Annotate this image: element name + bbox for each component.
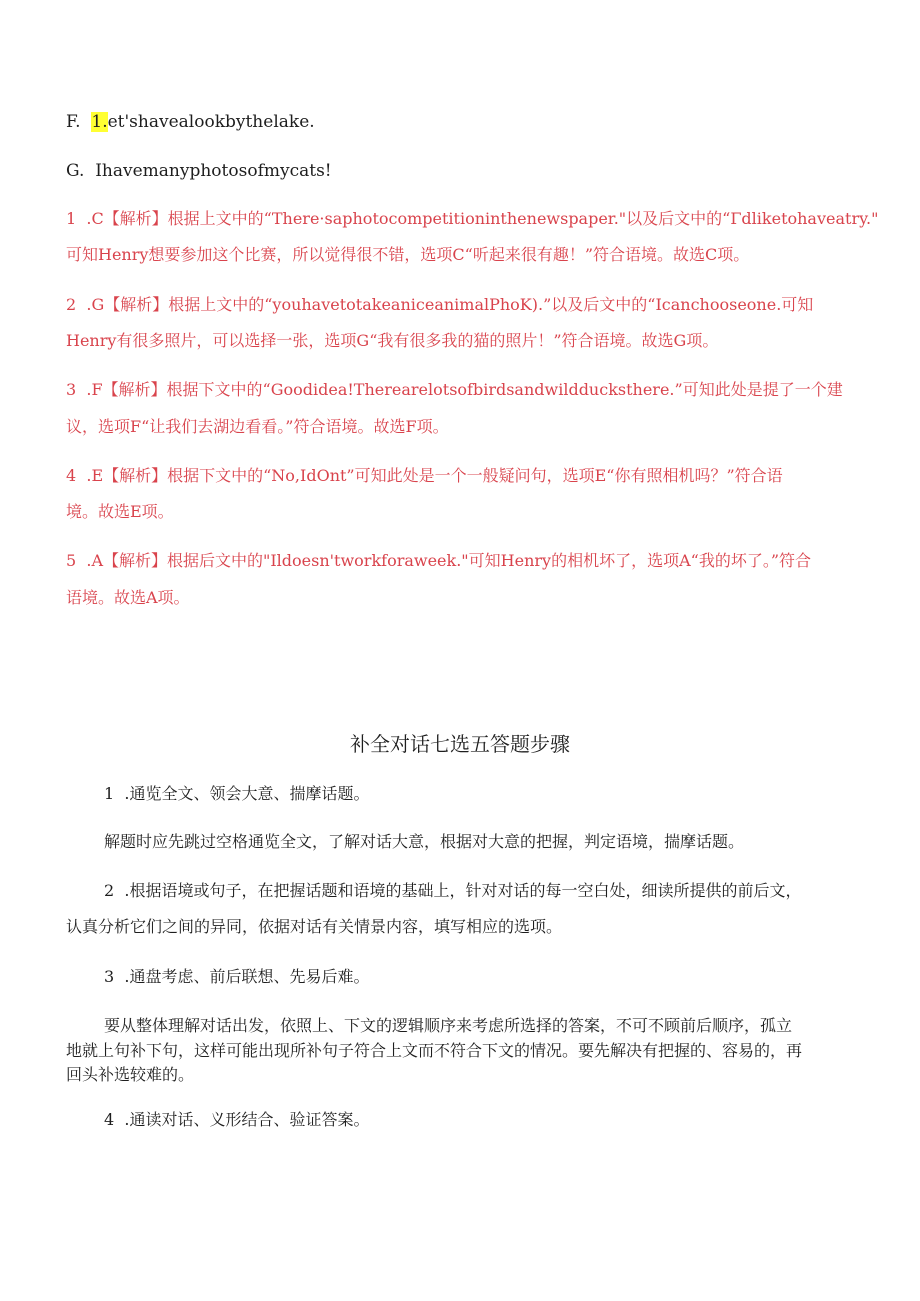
option-g-letter: G. — [66, 161, 85, 181]
answer-3-line-2: 议，选项F“让我们去湖边看看。”符合语境。故选F项。 — [66, 417, 449, 436]
answer-5-line-2: 语境。故选A项。 — [66, 588, 190, 607]
step-3-line-2: 地就上句补下句，这样可能出现所补句子符合上文而不符合下文的情况。要先解决有把握的、容易的，再 — [66, 1041, 803, 1060]
option-f — [66, 111, 315, 133]
step-1-text: 解题时应先跳过空格通览全文，了解对话大意，根据对大意的把握，判定语境，揣摩话题。 — [104, 832, 745, 851]
answer-1-line-1: 1 .C【解析】根据上文中的“There·saphotocompetitioninthenewspaper."以及后文中的“Γdliketohaveatry." — [66, 209, 879, 228]
option-f-letter: F. — [66, 112, 81, 132]
step-2-line-1: 2 .根据语境或句子，在把握话题和语境的基础上，针对对话的每一空白处，细读所提供的前后文， — [104, 881, 802, 900]
option-g — [66, 160, 332, 182]
answer-4-line-2: 境。故选E项。 — [66, 502, 174, 521]
step-2-line-2: 认真分析它们之间的异同，依据对话有关情景内容，填写相应的选项。 — [66, 917, 563, 936]
option-f-highlight: 1. — [91, 112, 108, 132]
answer-5-line-1: 5 .A【解析】根据后文中的"Ildoesn'tworkforaweek."可知Henry的相机坏了，选项A“我的坏了。”符合 — [66, 551, 811, 570]
step-3-line-1: 要从整体理解对话出发，依照上、下文的逻辑顺序来考虑所选择的答案，不可不顾前后顺序，孤立 — [104, 1016, 793, 1035]
answer-1-line-2: 可知Henry想要参加这个比赛，所以觉得很不错，选项C“听起来很有趣！”符合语境。故选C项。 — [66, 245, 750, 264]
step-3-heading: 3 .通盘考虑、前后联想、先易后难。 — [104, 967, 370, 986]
step-4-heading: 4 .通读对话、义形结合、验证答案。 — [104, 1110, 370, 1129]
answer-4-line-1: 4 .E【解析】根据下文中的“No,IdOnt”可知此处是一个一般疑问句，选项E“你有照相机吗？”符合语 — [66, 466, 783, 485]
answer-2-line-2: Henry有很多照片，可以选择一张，选项G“我有很多我的猫的照片！”符合语境。故选G项。 — [66, 331, 719, 350]
answer-2-line-1: 2 .G【解析】根据上文中的“youhavetotakeaniceanimalPhoK).”以及后文中的“Icanchooseone.可知 — [66, 295, 814, 314]
option-g-text: Ihavemanyphotosofmycats! — [95, 161, 332, 181]
answer-3-line-1: 3 .F【解析】根据下文中的“Goodidea!Therearelotsofbirdsandwildducksthere.”可知此处是提了一个建 — [66, 380, 843, 399]
option-f-text: et'shavealookbythelake. — [107, 112, 315, 132]
step-3-line-3: 回头补选较难的。 — [66, 1065, 195, 1084]
section-title: 补全对话七选五答题步骤 — [350, 732, 570, 756]
step-1-heading: 1 .通览全文、领会大意、揣摩话题。 — [104, 784, 370, 803]
